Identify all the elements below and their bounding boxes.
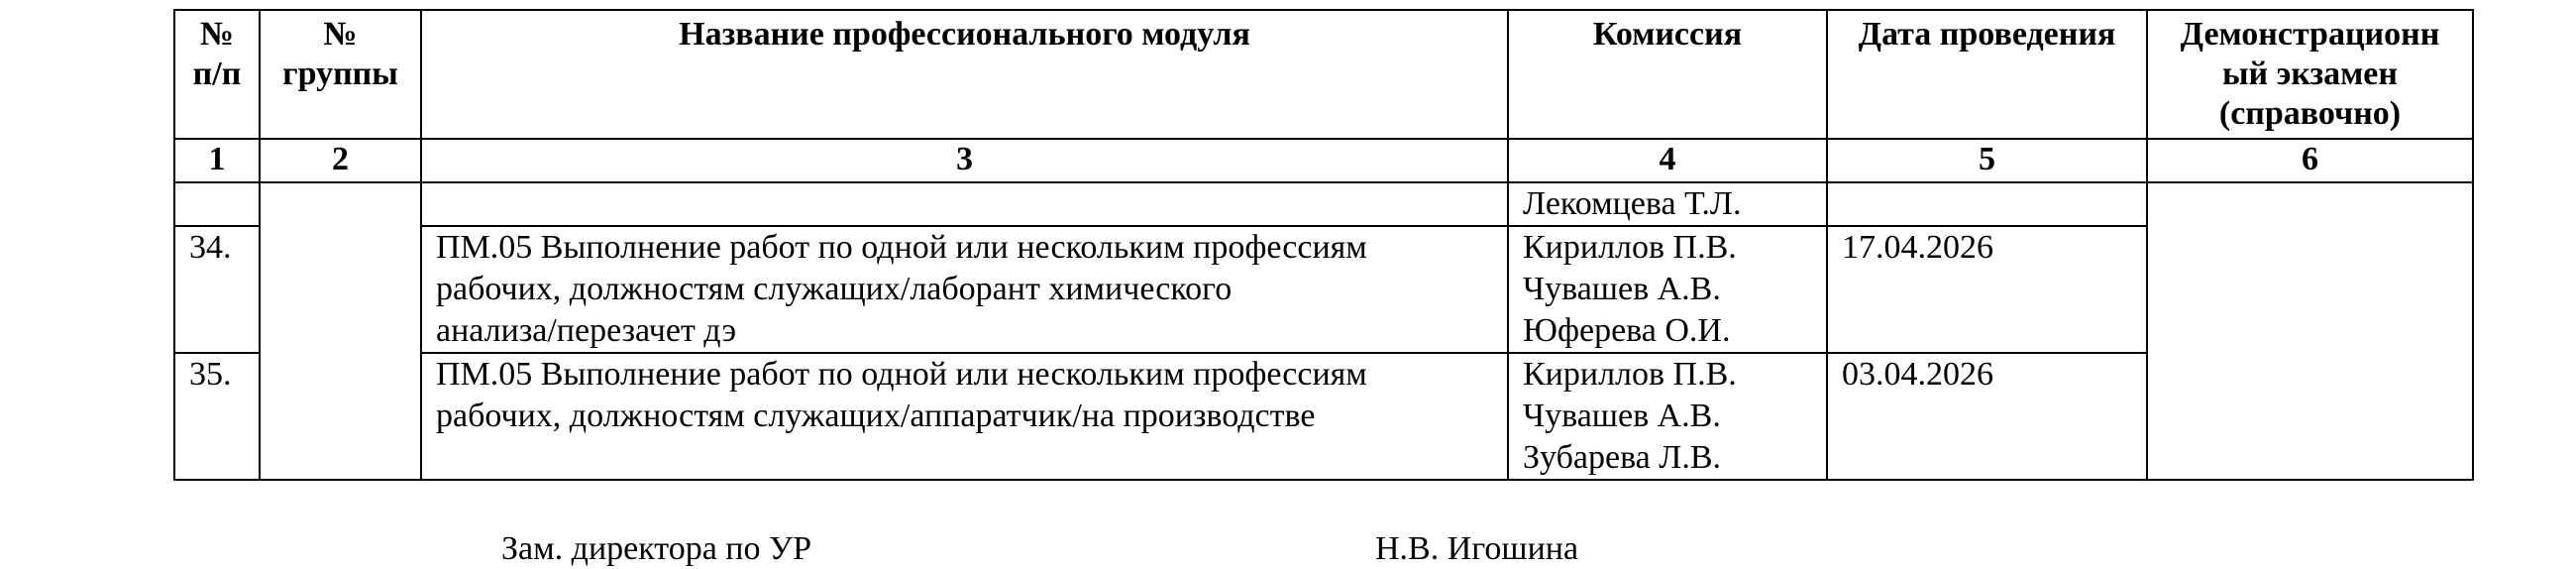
column-number: 2: [260, 139, 421, 182]
column-number: 4: [1508, 139, 1827, 182]
header-demo-exam: Демонстрационн ый экзамен (справочно): [2147, 10, 2473, 139]
column-number: 3: [421, 139, 1508, 182]
header-commission: Комиссия: [1508, 10, 1827, 139]
module-name-cell: ПМ.05 Выполнение работ по одной или нескольким профессиям рабочих, должностям служащих/аппаратчик/на производстве: [421, 353, 1508, 480]
commission-member: Чувашев А.В.: [1523, 271, 1721, 307]
header-group-number: № группы: [260, 10, 421, 139]
commission-cell: [1508, 353, 1827, 480]
header-date: Дата проведения: [1827, 10, 2147, 139]
commission-member: Кириллов П.В.: [1523, 356, 1737, 393]
exam-schedule-table: [173, 9, 2474, 481]
header-row-number: № п/п: [174, 10, 260, 139]
cell-empty: [421, 182, 1508, 226]
continuation-row: [174, 182, 2473, 226]
column-numbers-row: [174, 139, 2473, 182]
table-row: [174, 353, 2473, 480]
header-module-name: Название профессионального модуля: [421, 10, 1508, 139]
signature-position: Зам. директора по УР: [501, 530, 811, 567]
signature-name: Н.В. Игошина: [1375, 530, 1579, 567]
demo-exam-cell: [2147, 182, 2473, 480]
commission-member: Чувашев А.В.: [1523, 398, 1721, 434]
module-name-cell: ПМ.05 Выполнение работ по одной или нескольким профессиям рабочих, должностям служащих/лаборант химического анализа/перезачет дэ: [421, 226, 1508, 353]
commission-member: Кириллов П.В.: [1523, 229, 1737, 266]
column-number: 6: [2147, 139, 2473, 182]
row-number: 35.: [174, 353, 260, 480]
commission-cell: [1508, 182, 1827, 226]
column-number: 5: [1827, 139, 2147, 182]
date-cell: 17.04.2026: [1827, 226, 2147, 353]
commission-member: Юферева О.И.: [1523, 312, 1731, 349]
commission-member: Зубарева Л.В.: [1523, 439, 1721, 476]
commission-member: Лекомцева Т.Л.: [1523, 185, 1742, 222]
commission-cell: [1508, 226, 1827, 353]
cell-empty: [174, 182, 260, 226]
date-cell: 03.04.2026: [1827, 353, 2147, 480]
cell-empty: [1827, 182, 2147, 226]
row-number: 34.: [174, 226, 260, 353]
column-number: 1: [174, 139, 260, 182]
group-number-cell: [260, 182, 421, 480]
header-row: [174, 10, 2473, 139]
table-row: [174, 226, 2473, 353]
